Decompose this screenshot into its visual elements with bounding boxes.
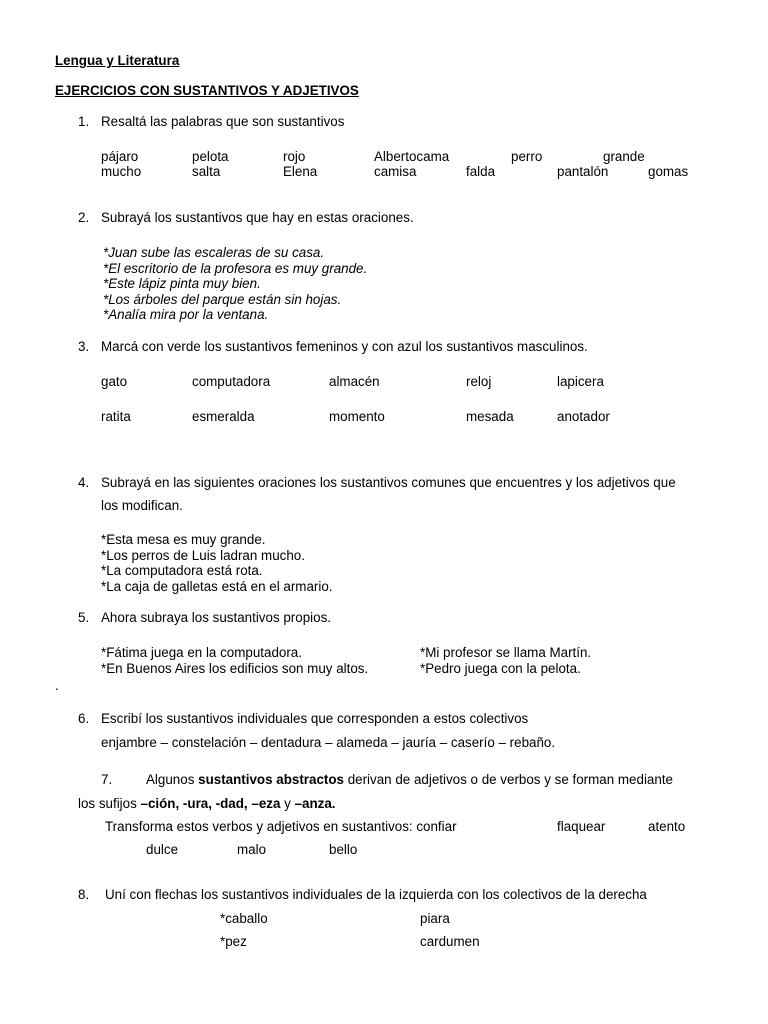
ex8-instruction: Uní con flechas los sustantivos individuales de la izquierda con los colectivos de la derecha	[105, 887, 647, 902]
ex1-word: salta	[192, 164, 221, 179]
ex5-number: 5.	[78, 610, 90, 625]
ex3-word: reloj	[466, 374, 492, 389]
stray-dot: .	[55, 678, 59, 693]
ex4-sentence: *La computadora está rota.	[101, 563, 263, 578]
ex1-word: Albertocama	[374, 149, 450, 164]
ex5-sentence: *En Buenos Aires los edificios son muy altos.	[101, 661, 369, 676]
ex1-word: rojo	[283, 149, 306, 164]
ex7-word: flaquear	[557, 819, 606, 834]
ex8-left-item: *caballo	[220, 911, 268, 926]
ex7-line3: Transforma estos verbos y adjetivos en sustantivos: confiar	[105, 819, 457, 834]
ex1-word: pelota	[192, 149, 229, 164]
ex7-line1: Algunos sustantivos abstractos derivan de adjetivos o de verbos y se forman mediante	[146, 772, 673, 787]
ex2-number: 2.	[78, 210, 90, 225]
ex1-word: camisa	[374, 164, 417, 179]
ex1-word: Elena	[283, 164, 318, 179]
ex1-word: grande	[603, 149, 645, 164]
page-title: EJERCICIOS CON SUSTANTIVOS Y ADJETIVOS	[55, 83, 359, 98]
ex6-number: 6.	[78, 711, 90, 726]
ex4-sentence: *Los perros de Luis ladran mucho.	[101, 548, 305, 563]
ex2-sentence: *Los árboles del parque están sin hojas.	[103, 292, 342, 307]
ex1-number: 1.	[78, 114, 90, 129]
ex6-instruction: Escribí los sustantivos individuales que corresponden a estos colectivos	[101, 711, 529, 726]
ex8-left-item: *pez	[220, 934, 247, 949]
ex3-word: lapicera	[557, 374, 604, 389]
ex3-instruction: Marcá con verde los sustantivos femeninos y con azul los sustantivos masculinos.	[101, 339, 588, 354]
ex4-instruction-line2: los modifican.	[101, 498, 183, 513]
ex1-instruction: Resaltá las palabras que son sustantivos	[101, 114, 345, 129]
ex1-word: pantalón	[557, 164, 609, 179]
ex2-sentence: *Analía mira por la ventana.	[103, 307, 269, 322]
ex1-word: mucho	[101, 164, 142, 179]
ex3-number: 3.	[78, 339, 90, 354]
ex7-word: bello	[329, 842, 358, 857]
ex7-number: 7.	[101, 772, 113, 787]
ex7-word: malo	[237, 842, 267, 857]
ex3-word: anotador	[557, 409, 610, 424]
ex4-instruction-line1: Subrayá en las siguientes oraciones los sustantivos comunes que encuentres y los adjetivos que	[101, 475, 676, 490]
ex7-word: atento	[648, 819, 686, 834]
ex7-line2: los sufijos –ción, -ura, -dad, –eza y –anza.	[78, 796, 336, 811]
ex3-word: computadora	[192, 374, 271, 389]
ex1-word: falda	[466, 164, 496, 179]
ex4-number: 4.	[78, 475, 90, 490]
ex3-word: momento	[329, 409, 385, 424]
ex8-number: 8.	[78, 887, 90, 902]
ex2-instruction: Subrayá los sustantivos que hay en estas oraciones.	[101, 210, 414, 225]
ex1-word: perro	[511, 149, 543, 164]
ex5-sentence: *Mi profesor se llama Martín.	[420, 645, 592, 660]
ex4-sentence: *La caja de galletas está en el armario.	[101, 579, 333, 594]
ex2-sentence: *El escritorio de la profesora es muy grande.	[103, 261, 368, 276]
ex8-right-item: cardumen	[420, 934, 480, 949]
ex3-word: ratita	[101, 409, 131, 424]
ex7-word: dulce	[146, 842, 179, 857]
ex3-word: esmeralda	[192, 409, 255, 424]
subject-heading: Lengua y Literatura	[55, 53, 180, 68]
ex4-sentence: *Esta mesa es muy grande.	[101, 532, 266, 547]
ex5-sentence: *Pedro juega con la pelota.	[420, 661, 581, 676]
ex8-right-item: piara	[420, 911, 450, 926]
ex1-word: gomas	[648, 164, 689, 179]
ex1-word: pájaro	[101, 149, 139, 164]
ex3-word: mesada	[466, 409, 514, 424]
ex3-word: gato	[101, 374, 128, 389]
ex2-sentence: *Este lápiz pinta muy bien.	[103, 276, 261, 291]
ex2-sentence: *Juan sube las escaleras de su casa.	[103, 245, 325, 260]
ex3-word: almacén	[329, 374, 380, 389]
ex5-instruction: Ahora subraya los sustantivos propios.	[101, 610, 331, 625]
ex5-sentence: *Fátima juega en la computadora.	[101, 645, 302, 660]
ex6-words: enjambre – constelación – dentadura – alameda – jauría – caserío – rebaño.	[101, 735, 556, 750]
